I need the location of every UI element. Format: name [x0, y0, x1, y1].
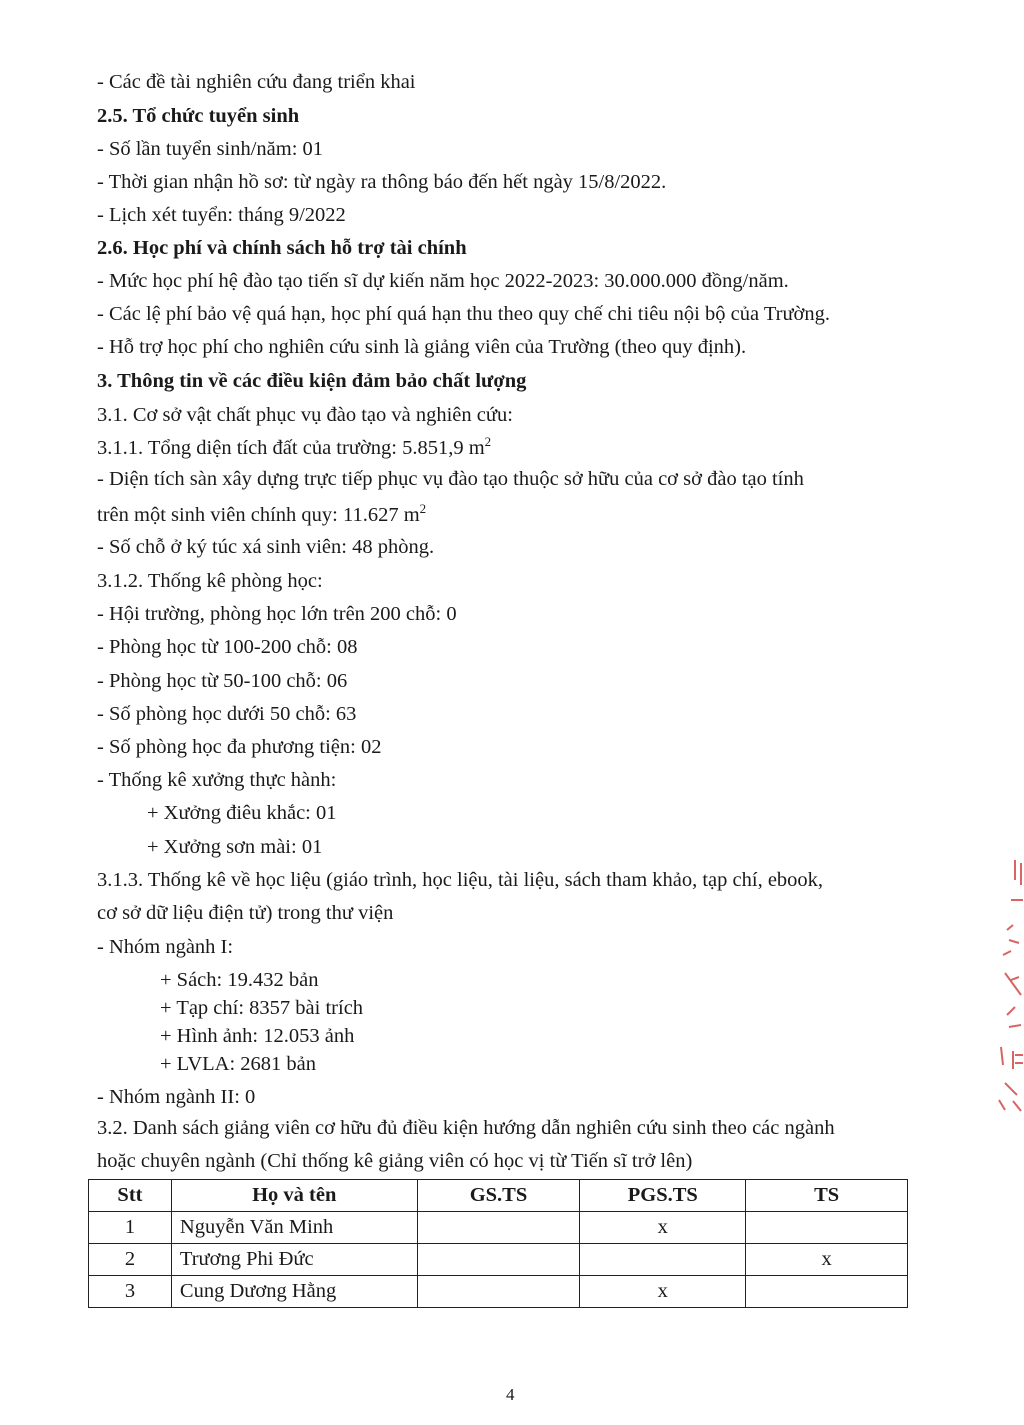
lecturer-table: [88, 1179, 908, 1308]
table-cell: 1: [89, 1212, 172, 1244]
text-line: + Tạp chí: 8357 bài trích: [160, 997, 364, 1019]
text-line: - Số phòng học đa phương tiện: 02: [97, 736, 382, 758]
text-line: 3.1.1. Tổng diện tích đất của trường: 5.851,9 $m^2$: [97, 434, 492, 459]
table-cell: [417, 1212, 580, 1244]
table-cell: 2: [89, 1244, 172, 1276]
page-number: 4: [506, 1385, 515, 1404]
table-header-cell: Stt: [89, 1180, 172, 1212]
table-cell: [417, 1276, 580, 1308]
text-line: 3.1. Cơ sở vật chất phục vụ đào tạo và nghiên cứu:: [97, 404, 513, 426]
text-line: 3.2. Danh sách giảng viên cơ hữu đủ điều kiện hướng dẫn nghiên cứu sinh theo các ngành: [97, 1117, 835, 1139]
text-line: - Thời gian nhận hồ sơ: từ ngày ra thông báo đến hết ngày 15/8/2022.: [97, 171, 667, 193]
text-line: - Các đề tài nghiên cứu đang triển khai: [97, 71, 416, 93]
text-line: - Lịch xét tuyển: tháng 9/2022: [97, 204, 346, 226]
text-line: - Diện tích sàn xây dựng trực tiếp phục vụ đào tạo thuộc sở hữu của cơ sở đào tạo tính: [97, 468, 804, 490]
text-line: 3.1.2. Thống kê phòng học:: [97, 570, 323, 592]
text-line: hoặc chuyên ngành (Chỉ thống kê giảng viên có học vị từ Tiến sĩ trở lên): [97, 1150, 693, 1172]
text-line: - Nhóm ngành I:: [97, 936, 234, 958]
section-heading: 2.6. Học phí và chính sách hỗ trợ tài chính: [97, 237, 467, 259]
section-heading: 2.5. Tổ chức tuyển sinh: [97, 105, 300, 127]
table-cell: Nguyễn Văn Minh: [171, 1212, 417, 1244]
table-cell: 3: [89, 1276, 172, 1308]
table-cell: Trương Phi Đức: [171, 1244, 417, 1276]
table-header-row: [89, 1180, 908, 1212]
table-row: [89, 1276, 908, 1308]
text-line: cơ sở dữ liệu điện tử) trong thư viện: [97, 902, 394, 924]
table-row: [89, 1244, 908, 1276]
text-line: - Thống kê xưởng thực hành:: [97, 769, 337, 791]
text-line: - Số chỗ ở ký túc xá sinh viên: 48 phòng.: [97, 536, 435, 558]
text-line: + Sách: 19.432 bản: [160, 969, 319, 991]
section-heading: 3. Thông tin về các điều kiện đảm bảo chất lượng: [97, 370, 527, 392]
text-line: + Hình ảnh: 12.053 ảnh: [160, 1025, 355, 1047]
text-line: trên một sinh viên chính quy: 11.627 $m^2$: [97, 501, 427, 526]
text-line: + Xưởng điêu khắc: 01: [147, 802, 337, 824]
text-line: - Hỗ trợ học phí cho nghiên cứu sinh là giảng viên của Trường (theo quy định).: [97, 336, 747, 358]
text-line: 3.1.3. Thống kê về học liệu (giáo trình, học liệu, tài liệu, sách tham khảo, tạp chí, ebook,: [97, 869, 824, 891]
table-header-cell: PGS.TS: [580, 1180, 746, 1212]
red-stamp-fragment: [985, 855, 1024, 1115]
table-cell: x: [580, 1212, 746, 1244]
table-cell: [746, 1276, 908, 1308]
table-header-cell: Họ và tên: [171, 1180, 417, 1212]
text-line: + Xưởng sơn mài: 01: [147, 836, 323, 858]
table-cell: [417, 1244, 580, 1276]
text-line: - Số phòng học dưới 50 chỗ: 63: [97, 703, 357, 725]
text-line: - Số lần tuyển sinh/năm: 01: [97, 138, 324, 160]
text-line: - Các lệ phí bảo vệ quá hạn, học phí quá hạn thu theo quy chế chi tiêu nội bộ của Trường.: [97, 303, 831, 325]
table-header-cell: TS: [746, 1180, 908, 1212]
table-cell: x: [746, 1244, 908, 1276]
text-line: - Phòng học từ 100-200 chỗ: 08: [97, 636, 358, 658]
table-header-cell: GS.TS: [417, 1180, 580, 1212]
table-cell: [746, 1212, 908, 1244]
text-line: + LVLA: 2681 bản: [160, 1053, 317, 1075]
text-line: - Nhóm ngành II: 0: [97, 1086, 256, 1108]
table-cell: [580, 1244, 746, 1276]
table-cell: Cung Dương Hằng: [171, 1276, 417, 1308]
text-line: - Hội trường, phòng học lớn trên 200 chỗ: 0: [97, 603, 457, 625]
table-row: [89, 1212, 908, 1244]
table-cell: x: [580, 1276, 746, 1308]
text-line: - Mức học phí hệ đào tạo tiến sĩ dự kiến năm học 2022-2023: 30.000.000 đồng/năm.: [97, 270, 789, 292]
text-line: - Phòng học từ 50-100 chỗ: 06: [97, 670, 348, 692]
